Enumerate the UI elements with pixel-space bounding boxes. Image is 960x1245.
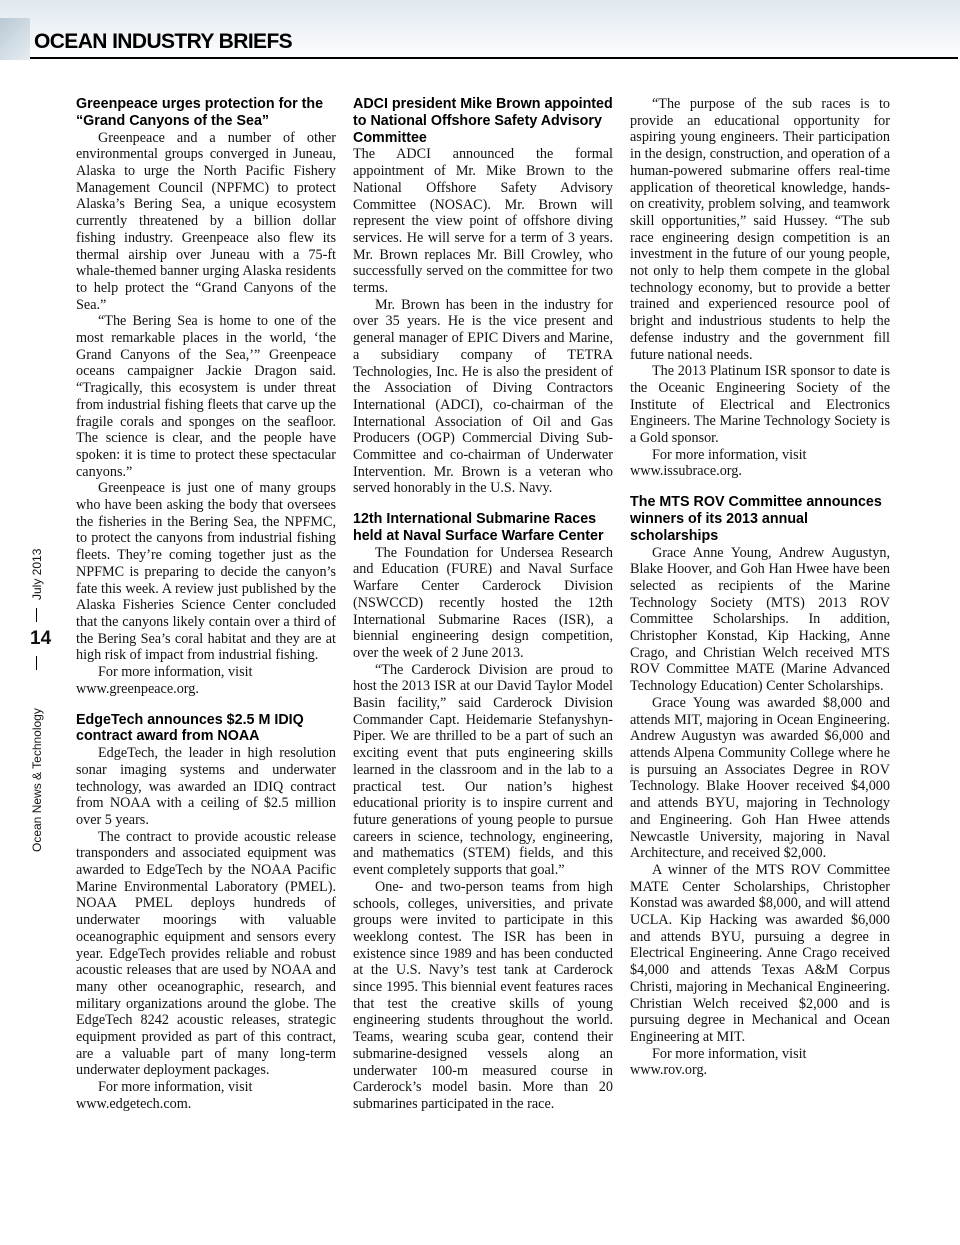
paragraph: Grace Anne Young, Andrew Augustyn, Blake Hoover, and Goh Han Hwee have been selected as recipients of the Marine Technology Society (MTS) 2013 ROV Committee Scholarships. In addition, Christopher Konstad, Kip Hacking, Anne Crago, and Christian Welch received MTS ROV Committee MATE (Marine Advanced Technology Education) Center Scholarships. xyxy=(630,544,890,695)
header-rule xyxy=(30,57,958,59)
paragraph: The ADCI announced the formal appointment of Mr. Mike Brown to the National Offshore Safety Advisory Committee (NOSAC). Mr. Brown will represent the view point of offshore diving services. He will serve for a term of 3 years. Mr. Brown replaces Mr. Bill Crowley, who successfully served on the committee for two terms. xyxy=(353,146,613,297)
paragraph: Greenpeace and a number of other environmental groups converged in Juneau, Alaska to urge the North Pacific Fishery Management Council (NPFMC) to protect Alaska’s Bering Sea, a unique ecosystem currently threatened by a billion dollar fishing industry. Greenpeace also flew its thermal airship over Juneau with a 75-ft whale-themed banner urging Alaska residents to help protect the “Grand Canyons of the Sea.” xyxy=(76,129,336,313)
article-submarine-races-continued xyxy=(630,96,890,480)
more-info-url[interactable]: www.rov.org. xyxy=(630,1062,708,1079)
column-1 xyxy=(76,96,336,1206)
paragraph: The contract to provide acoustic release transponders and associated equipment was awarded to EdgeTech by the NOAA Pacific Marine Environmental Laboratory (PMEL). NOAA PMEL deploys hundreds of underwater moorings with valuable oceanographic equipment and sensors every year. EdgeTech provides reliable and robust acoustic releases that are used by NOAA and many other oceanographic, research, and military organizations around the globe. The EdgeTech 8242 acoustic releases, strategic equipment provided as part of this contract, are a valuable part of many long-term underwater deployment packages. xyxy=(76,828,336,1079)
column-2 xyxy=(353,96,613,1206)
paragraph: “The Bering Sea is home to one of the most remarkable places in the world, ‘the Grand Canyons of the Sea,’” Greenpeace oceans campaigner Jackie Dragon said. “Tragically, this ecosystem is under threat from industrial fishing fleets that carve up the fragile corals and sponges on the seafloor. The science is clear, and the people have spoken: it is time to protect these spectacular canyons.” xyxy=(76,313,336,480)
headline: ADCI president Mike Brown appointed to National Offshore Safety Advisory Committee xyxy=(353,96,613,146)
more-info-url[interactable]: www.greenpeace.org. xyxy=(76,680,199,697)
paragraph: Greenpeace is just one of many groups who have been asking the body that oversees the fisheries in the Bering Sea, the NPFMC, to protect the canyons from industrial fishing fleets. They’re coming together just as the NPFMC is preparing to decide the canyon’s fate this week. A review just published by the Alaska Fisheries Science Center concluded that the canyons likely contain over a third of the Bering Sea’s coral habitat and they are at high risk of impact from industrial fishing. xyxy=(76,480,336,664)
article-edgetech xyxy=(76,712,336,1113)
paragraph: The Foundation for Undersea Research and Education (FURE) and Naval Surface Warfare Center Carderock Division (NSWCCD) recently hosted the 12th International Submarine Races (ISR), a biennial engineering design competition, over the week of 2 June 2013. xyxy=(353,544,613,661)
more-info-text: For more information, visit xyxy=(652,1045,807,1062)
article-greenpeace xyxy=(76,96,336,698)
article-submarine-races xyxy=(353,511,613,1113)
paragraph: “The Carderock Division are proud to host the 2013 ISR at our David Taylor Model Basin facility,” said Carderock Division Commander Capt. Heidemarie Stefanyshyn-Piper. We are thrilled to be a part of such an exciting event that puts engineering skills learned in the classroom and in the lab to a practical test. Our nation’s highest educational priority is to inspire current and future generations of young people to pursue careers in science, technology, engineering, and mathematics (STEM) fields, and this event completely supports that goal.” xyxy=(353,661,613,879)
header-corner-block xyxy=(0,18,30,60)
sidebar-month: July 2013 xyxy=(30,548,44,600)
sidebar-divider xyxy=(36,608,37,622)
more-info-text: For more information, visit xyxy=(98,664,253,681)
headline: The MTS ROV Committee announces winners of its 2013 annual scholarships xyxy=(630,494,882,544)
more-info-text: For more information, visit xyxy=(98,1079,253,1096)
paragraph: A winner of the MTS ROV Committee MATE Center Scholarships, Christopher Konstad was awarded $8,000, and will attend UCLA. Kip Hacking was awarded $6,000 and attends BYU, pursuing a degree in Electrical Engineering. Anne Crago received $4,000 and attends Texas A&M Corpus Christi, majoring in Mechanical Engineering. Christian Welch received $2,000 and is pursuing degree in Mechanical and Ocean Engineering at MIT. xyxy=(630,861,890,1045)
paragraph: The 2013 Platinum ISR sponsor to date is the Oceanic Engineering Society of the Institute of Electrical and Electronics Engineers. The Marine Technology Society is a Gold sponsor. xyxy=(630,363,890,447)
paragraph: “The purpose of the sub races is to provide an educational opportunity for aspiring young engineers. Their participation in the design, construction, and operation of a human-powered submarine offers real-time application of theoretical knowledge, hands-on creativity, problem solving, and teamwork skill opportunities,” said Hussey. “The sub race engineering design competition is an investment in the future of our young people, not only to help them compete in the global technology economy, but to provide a better trained and experienced resource pool of bright and industrious students to help the defense industry and the government fill future national needs. xyxy=(630,96,890,363)
paragraph: Grace Young was awarded $8,000 and attends MIT, majoring in Ocean Engineering. Andrew Augustyn was awarded $6,000 and attends Alpena Community College where he is pursuing an Associates Degree in ROV Technology. Blake Hoover received $4,000 and attends BYU, majoring in Technology and Engineering. Goh Han Hwee attends Newcastle University, majoring in Naval Architecture, and received $2,000. xyxy=(630,694,890,862)
paragraph: EdgeTech, the leader in high resolution sonar imaging systems and underwater technology, was awarded an IDIQ contract from NOAA with a ceiling of $2.5 million over 5 years. xyxy=(76,745,336,828)
section-title: OCEAN INDUSTRY BRIEFS xyxy=(34,30,293,53)
headline: EdgeTech announces $2.5 M IDIQ contract award from NOAA xyxy=(76,711,304,745)
more-info-url[interactable]: www.edgetech.com. xyxy=(76,1095,192,1112)
headline: 12th International Submarine Races held at Naval Surface Warfare Center xyxy=(353,511,604,544)
more-info-url[interactable]: www.issubrace.org. xyxy=(630,463,742,480)
page-number: 14 xyxy=(30,628,52,649)
column-3 xyxy=(630,96,890,1206)
headline: Greenpeace urges protection for the “Grand Canyons of the Sea” xyxy=(76,96,324,129)
sidebar-divider xyxy=(36,656,37,670)
article-adci xyxy=(353,96,613,497)
more-info-text: For more information, visit xyxy=(652,446,807,463)
paragraph: Mr. Brown has been in the industry for over 35 years. He is the vice present and general manager of EPIC Divers and Marine, a subsidiary company of TETRA Technologies, Inc. He is also the president of the Association of Diving Contractors International (ADCI), co-chairman of the International Association of Oil and Gas Producers (OGP) Commercial Diving Sub-Committee and co-chairman of Underwater Intervention. Mr. Brown is a veteran who served honorably in the U.S. Navy. xyxy=(353,296,613,497)
paragraph: One- and two-person teams from high schools, colleges, universities, and private groups were invited to participate in this weeklong contest. The ISR has been in existence since 1989 and has been conducted at the U.S. Navy’s test tank at Carderock since 1995. This biennial event features races that test the creative skills of young engineering students throughout the world. Teams, wearing scuba gear, contend their submarine-designed vessels along an underwater 100-m measured course in Carderock’s model basin. More than 20 submarines participated in the race. xyxy=(353,878,613,1112)
sidebar-publication: Ocean News & Technology xyxy=(30,708,44,852)
article-mts-rov xyxy=(630,494,890,1079)
